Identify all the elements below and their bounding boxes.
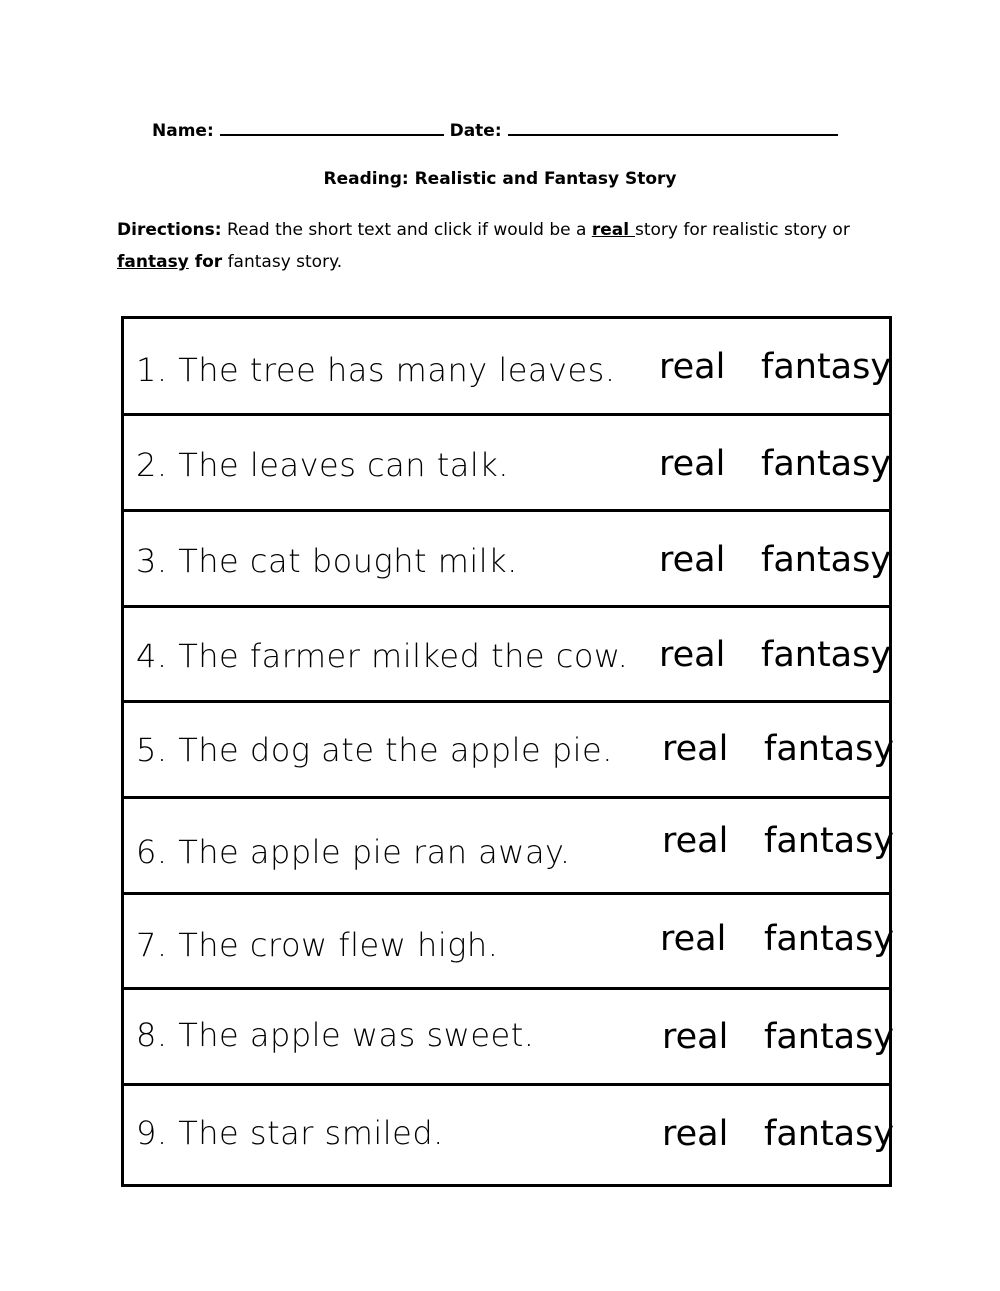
- sentence-text: 7. The crow flew high.: [136, 926, 499, 964]
- fantasy-option[interactable]: fantasy: [764, 919, 895, 959]
- name-label: Name:: [152, 121, 214, 141]
- date-blank: [508, 118, 838, 136]
- fantasy-option[interactable]: fantasy: [764, 821, 895, 861]
- real-option[interactable]: real: [662, 1017, 729, 1057]
- directions-text: [117, 214, 877, 278]
- directions-part3: fantasy story.: [222, 252, 343, 272]
- fantasy-option[interactable]: fantasy: [764, 1114, 895, 1154]
- real-option[interactable]: real: [660, 919, 727, 959]
- table-row: [124, 416, 892, 512]
- table-row: [124, 895, 895, 990]
- sentence-text: 8. The apple was sweet.: [136, 1016, 535, 1054]
- real-option[interactable]: real: [662, 821, 729, 861]
- real-option[interactable]: real: [662, 729, 729, 769]
- table-row: [124, 608, 892, 703]
- fantasy-option[interactable]: fantasy: [761, 540, 892, 580]
- fantasy-option[interactable]: fantasy: [764, 1017, 895, 1057]
- fantasy-option[interactable]: fantasy: [761, 635, 892, 675]
- directions-real-word: real: [591, 220, 635, 240]
- directions-fantasy-word: fantasy: [117, 252, 189, 272]
- sentence-text: 6. The apple pie ran away.: [136, 833, 571, 871]
- table-row: [124, 1086, 895, 1184]
- fantasy-option[interactable]: fantasy: [764, 729, 895, 769]
- sentence-text: 5. The dog ate the apple pie.: [136, 731, 613, 769]
- table-row: [124, 319, 892, 416]
- name-blank: [220, 118, 444, 136]
- table-row: [124, 703, 895, 799]
- worksheet-title: Reading: Realistic and Fantasy Story: [323, 169, 677, 189]
- directions-part2: story for realistic story or: [634, 220, 850, 240]
- table-row: [124, 799, 895, 895]
- real-option[interactable]: real: [662, 1114, 729, 1154]
- real-option[interactable]: real: [659, 444, 726, 484]
- sentence-text: 1. The tree has many leaves.: [136, 351, 616, 389]
- question-table: [121, 316, 895, 1187]
- real-option[interactable]: real: [659, 540, 726, 580]
- directions-for-word: for: [188, 252, 223, 272]
- sentence-text: 4. The farmer milked the cow.: [136, 637, 629, 675]
- real-option[interactable]: real: [659, 635, 726, 675]
- fantasy-option[interactable]: fantasy: [761, 347, 892, 387]
- directions-part1: Read the short text and click if would be a: [221, 220, 592, 240]
- real-option[interactable]: real: [659, 347, 726, 387]
- sentence-text: 2. The leaves can talk.: [136, 446, 509, 484]
- table-row: [124, 990, 895, 1086]
- sentence-text: 3. The cat bought milk.: [136, 542, 518, 580]
- table-row: [124, 512, 892, 608]
- date-label: Date:: [449, 121, 502, 141]
- directions-label: Directions:: [117, 220, 222, 240]
- name-date-line: [152, 118, 838, 141]
- sentence-text: 9. The star smiled.: [136, 1114, 444, 1152]
- fantasy-option[interactable]: fantasy: [761, 444, 892, 484]
